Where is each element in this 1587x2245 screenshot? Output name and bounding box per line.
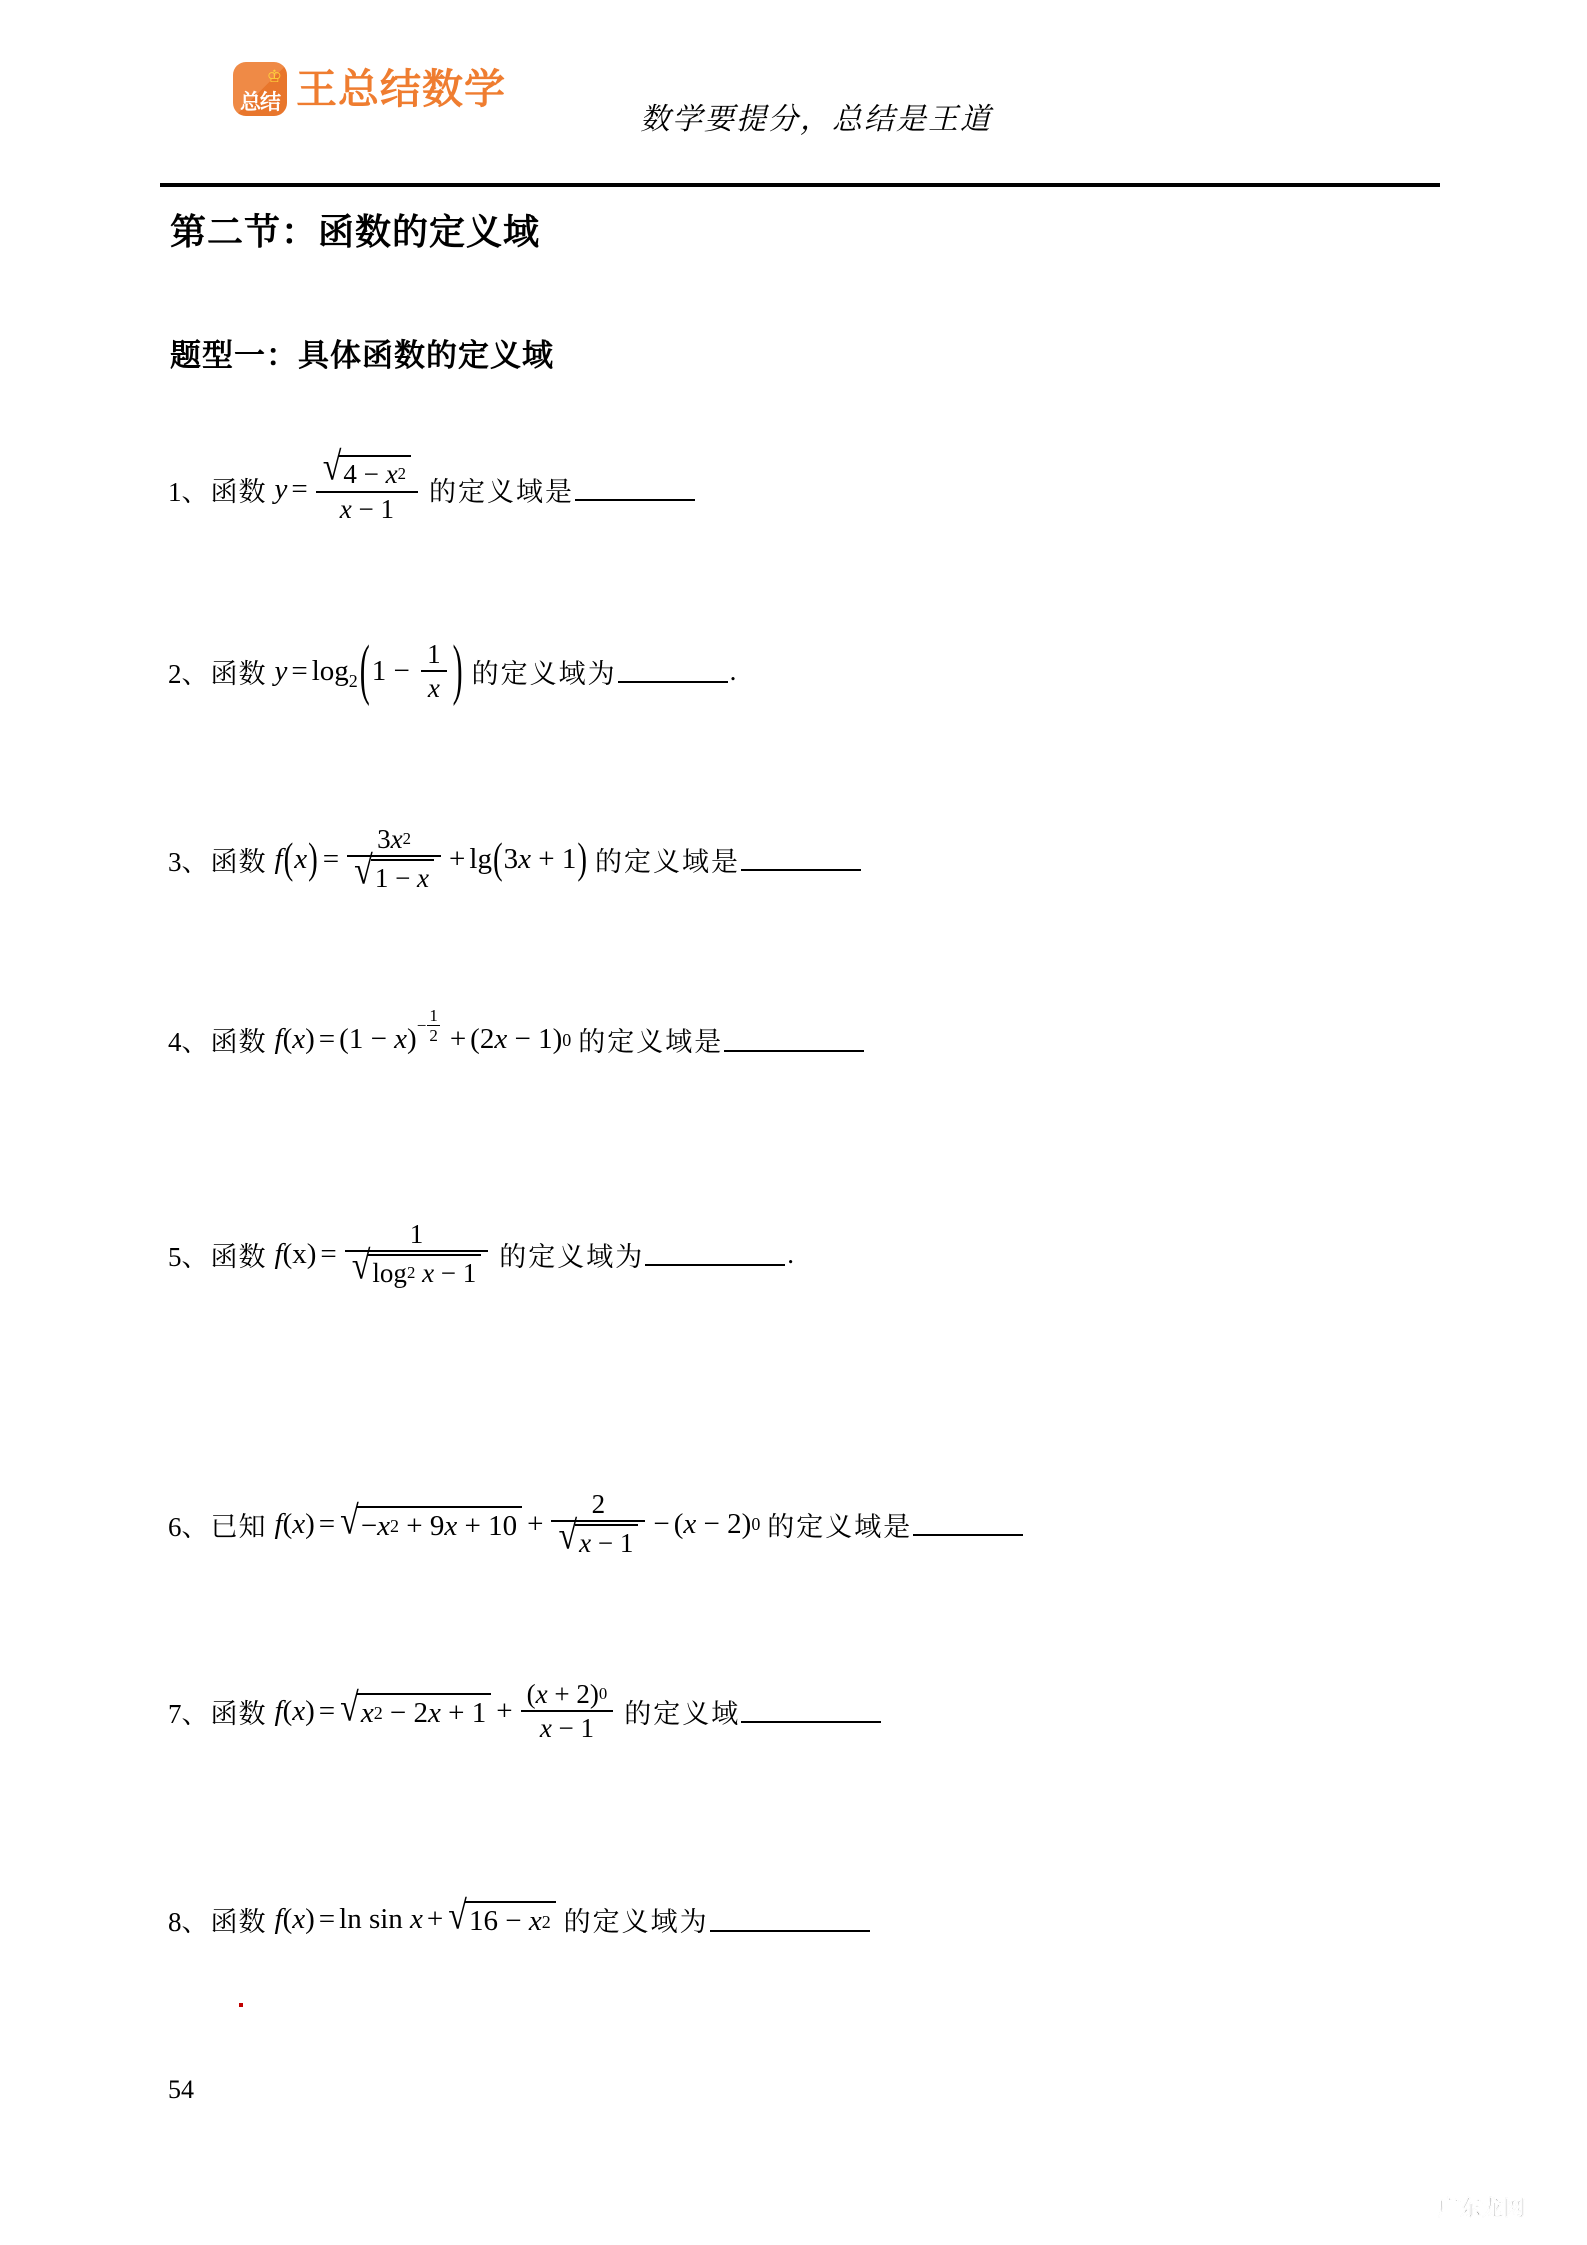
problem-number: 3、 xyxy=(168,846,209,877)
problem-item-1 xyxy=(168,445,695,524)
problem-item-8 xyxy=(168,1894,870,1939)
problem-item-4 xyxy=(168,1006,864,1059)
answer-blank[interactable] xyxy=(724,1028,864,1052)
problem-item-5 xyxy=(168,1220,794,1288)
problem-tail: 的定义域 xyxy=(624,1698,741,1729)
problem-expression: f (x) = 3 x 2 √ 1 − x + lg (3x + 1) xyxy=(274,824,588,894)
problem-tail: 的定义域为 xyxy=(499,1241,645,1272)
stray-mark xyxy=(239,2003,243,2007)
page-title: 第二节：函数的定义域 xyxy=(170,211,541,252)
problem-number: 8、 xyxy=(168,1907,209,1937)
problem-lead: 函数 xyxy=(210,1241,267,1272)
problem-expression: y = $\log_2$ ( 1 − $\frac{1}{x}$ ) xyxy=(274,633,463,708)
header-divider xyxy=(160,183,1440,187)
answer-blank[interactable] xyxy=(645,1242,785,1266)
problem-expression: y = √ 4 − x 2 x − 1 xyxy=(275,455,423,523)
problem-expression: f ( x ) = √ x 2 − 2 x + 1 + ( x + 2 ) 0 x − 1 xyxy=(275,1680,618,1743)
problem-number: 6、 xyxy=(168,1511,209,1542)
problem-lead: 函数 xyxy=(210,1907,267,1937)
page-header xyxy=(160,52,1440,187)
problem-tail: 的定义域是 xyxy=(429,476,574,507)
answer-blank[interactable] xyxy=(618,659,728,683)
problem-number: 5、 xyxy=(168,1241,209,1272)
problem-item-2 xyxy=(168,633,737,708)
problem-item-6 xyxy=(168,1490,1023,1558)
answer-blank[interactable] xyxy=(741,1699,881,1723)
problem-trailing-punct: . xyxy=(787,1238,795,1269)
problem-tail: 的定义域是 xyxy=(595,846,741,877)
problem-lead: 函数 xyxy=(210,846,267,877)
problem-item-3 xyxy=(168,825,861,893)
problem-expression: f ( x ) = ( 1 − x ) − 1 2 + ( 2 x − 1 ) 0 xyxy=(274,1006,572,1055)
problem-lead: 函数 xyxy=(210,476,267,507)
problem-tail: 的定义域为 xyxy=(471,658,617,689)
logo-mark-icon xyxy=(233,62,287,116)
problem-number: 4、 xyxy=(168,1027,209,1057)
problem-tail: 的定义域是 xyxy=(767,1511,913,1542)
problem-lead: 函数 xyxy=(210,1698,267,1729)
problem-item-7 xyxy=(168,1680,881,1743)
problem-tail: 的定义域是 xyxy=(578,1027,724,1057)
problem-expression: f ( x ) = √ − x 2 + 9 x + 10 + 2 √ x − 1 − ( x − 2 ) 0 xyxy=(274,1489,761,1559)
subsection-title: 题型一：具体函数的定义域 xyxy=(170,338,554,373)
problem-number: 2、 xyxy=(168,658,209,689)
header-tagline: 数学要提分，总结是王道 xyxy=(640,103,992,136)
problem-number: 7、 xyxy=(168,1698,209,1729)
answer-blank[interactable] xyxy=(710,1908,870,1932)
brand-name: 王总结数学 xyxy=(296,65,506,112)
problem-expression: f ( x ) = ln sin x + √ 16 − x 2 xyxy=(275,1901,557,1938)
watermark: 广东龙网 xyxy=(1438,2197,1526,2220)
answer-blank[interactable] xyxy=(575,477,695,501)
problem-expression: f (x) = 1 √ log 2 x − 1 xyxy=(275,1220,493,1288)
problem-number: 1、 xyxy=(168,476,209,507)
problem-tail: 的定义域为 xyxy=(563,1907,709,1937)
page-number: 54 xyxy=(168,2075,194,2104)
brand-logo xyxy=(233,62,506,116)
problem-lead: 函数 xyxy=(210,658,267,689)
problem-trailing-punct: . xyxy=(729,655,737,686)
answer-blank[interactable] xyxy=(741,847,861,871)
problem-lead: 已知 xyxy=(210,1511,267,1542)
answer-blank[interactable] xyxy=(913,1512,1023,1536)
logo-mark-text: 总结 xyxy=(240,91,280,114)
problem-lead: 函数 xyxy=(210,1027,267,1057)
crown-icon: ♔ xyxy=(266,67,282,86)
